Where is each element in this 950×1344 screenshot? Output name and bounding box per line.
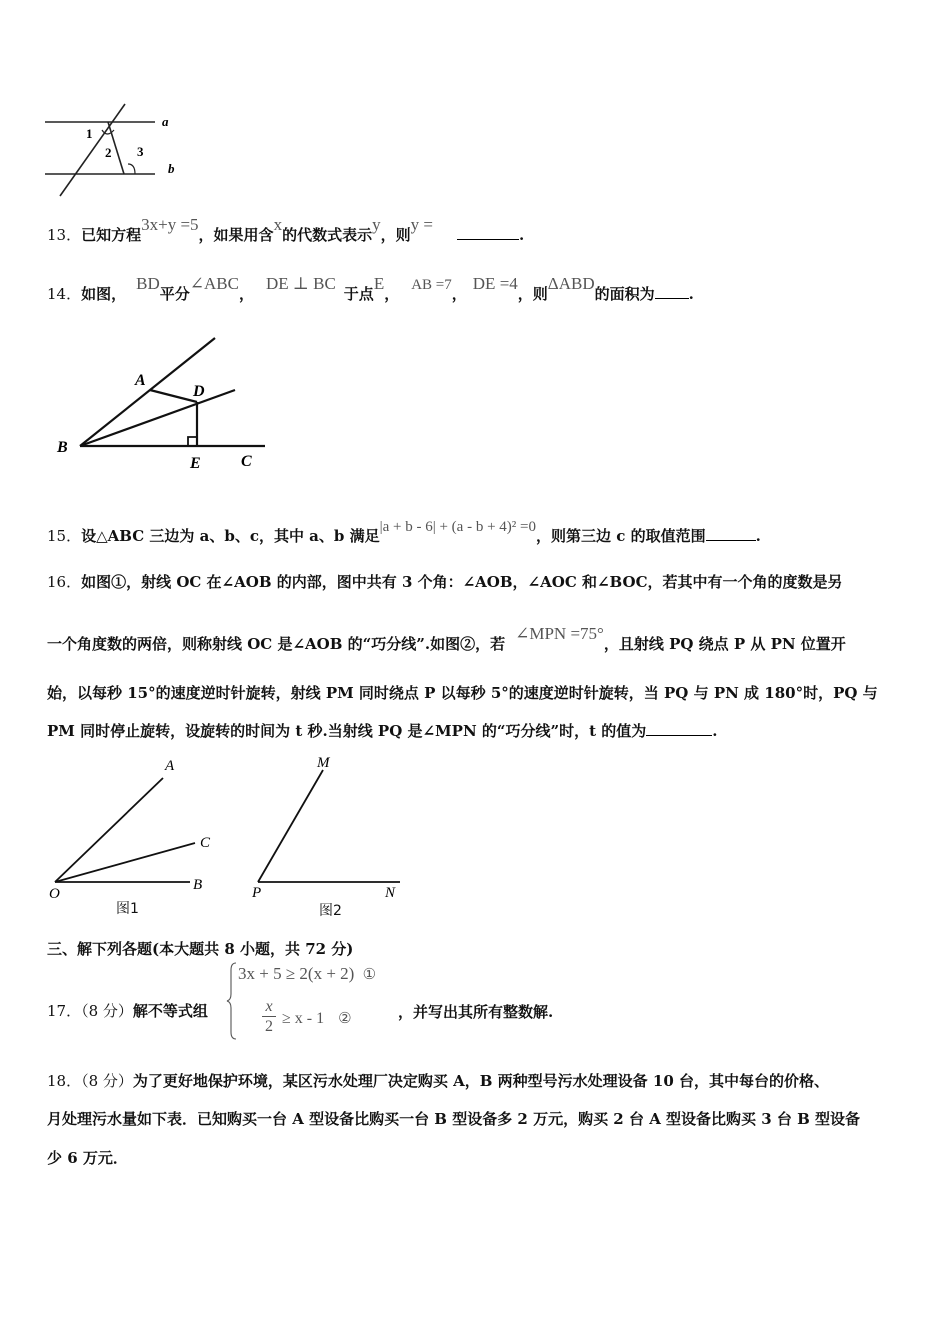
q14-text: 的面积为 [594, 285, 655, 303]
figure-2-caption: 图2 [319, 903, 342, 919]
circled-2: ② [338, 1011, 352, 1027]
q17-tail: ，并写出其所有整数解. [398, 1003, 554, 1021]
q14-math-perp: DE ⊥ BC [265, 274, 336, 293]
q16-text: 如图①，射线 OC 在∠AOB 的内部，图中共有 3 个角：∠AOB，∠AOC 和∠BOC，若其中有一个角的度数是另 [81, 573, 843, 591]
label-p: P [252, 885, 262, 901]
q13-math-y: y [372, 215, 381, 234]
label-1: 1 [86, 126, 93, 141]
label-n: N [385, 885, 396, 901]
q17-number: 17． [47, 1002, 82, 1020]
q16-text: PM 同时停止旋转，设旋转的时间为 t 秒.当射线 PQ 是∠MPN 的“巧分线”时，t 的值为 [47, 722, 647, 740]
ray-figures [45, 752, 415, 927]
q16-number: 16． [47, 573, 82, 591]
q15-end: . [755, 527, 761, 545]
label-c: C [200, 835, 211, 851]
label-b: b [168, 161, 175, 176]
q14-math-de: DE =4 [472, 274, 518, 293]
question-17 [47, 1001, 208, 1021]
label-a: a [162, 114, 169, 129]
q14-text: ，则 [517, 285, 548, 303]
q14-math-bd: BD [136, 274, 160, 293]
q13-math-y-eq: y = [410, 215, 433, 234]
q15-text: ，则第三边 c 的取值范围 [536, 527, 706, 545]
q18-score: （8 分） [81, 1072, 133, 1090]
inequality-system [226, 960, 401, 1042]
q18-text: 为了更好地保护环境，某区污水处理厂决定购买 A，B 两种型号污水处理设备 10 台，其中每台的价格、 [132, 1072, 829, 1090]
label-m: M [317, 755, 330, 771]
label-3: 3 [137, 144, 144, 159]
q16-end: . [712, 722, 718, 740]
fraction-x-over-2 [262, 998, 276, 1037]
q17-score: （8 分） [81, 1002, 133, 1020]
q13-text: ，如果用含 [198, 226, 274, 244]
question-18-line-3 [47, 1148, 128, 1168]
question-15 [47, 519, 761, 547]
q18-number: 18． [47, 1072, 82, 1090]
label-2: 2 [105, 145, 112, 160]
q14-math-triangle: ΔABD [547, 274, 595, 293]
label-b: B [57, 439, 68, 456]
q14-text: ， [238, 285, 254, 303]
q14-text: ， [451, 285, 467, 303]
q13-number: 13． [47, 226, 82, 244]
transversal-1 [60, 104, 125, 196]
q16-text: ，且射线 PQ 绕点 P 从 PN 位置开 [603, 635, 846, 653]
q14-math-e: E [373, 274, 385, 293]
angle-bisector-figure [45, 330, 275, 475]
label-a: A [135, 372, 146, 389]
answer-blank[interactable] [457, 225, 519, 240]
segment-ad [150, 390, 197, 402]
parallel-lines-figure [40, 100, 190, 200]
q13-end: . [518, 226, 525, 244]
q15-number: 15． [47, 527, 82, 545]
q18-text: 少 6 万元． [47, 1149, 128, 1167]
left-brace [226, 960, 238, 1042]
circled-1: ① [362, 967, 377, 983]
q15-equation: |a + b - 6| + (a - b + 4)² =0 [379, 519, 536, 535]
figure-1-caption: 图1 [116, 901, 139, 917]
q14-end: . [688, 285, 694, 303]
q16-text: 始，以每秒 15°的速度逆时针旋转，射线 PM 同时绕点 P 以每秒 5°的速度逆时针旋转，当 PQ 与 PN 成 180°时，PQ 与 [47, 684, 878, 702]
q14-text: ， [384, 285, 400, 303]
label-d: D [193, 383, 205, 400]
q17-text: 解不等式组 [132, 1002, 208, 1020]
question-16-line-2 [47, 624, 846, 654]
inequality-2-text: ≥ x - 1 [282, 1010, 325, 1027]
question-13 [47, 215, 525, 245]
q13-text: ，则 [380, 226, 411, 244]
q14-math-ab: AB =7 [411, 277, 452, 293]
q13-math-x: x [273, 215, 283, 234]
q15-text: 设△ABC 三边为 a、b、c，其中 a、b 满足 [81, 527, 380, 545]
answer-blank[interactable] [646, 721, 712, 736]
q14-number: 14． [47, 285, 82, 303]
question-18-line-2 [47, 1109, 860, 1129]
fraction-denominator: 2 [265, 1018, 273, 1035]
question-14 [47, 274, 694, 305]
q16-text: 一个角度数的两倍，则称射线 OC 是∠AOB 的“巧分线”.如图②，若 [47, 635, 506, 653]
fraction-numerator: x [265, 998, 273, 1015]
ray-pm [258, 770, 323, 882]
q14-text: 于点 [343, 285, 374, 303]
q14-text: 平分 [159, 285, 190, 303]
q13-equation: 3x+y =5 [141, 215, 199, 234]
angle-3-arc [128, 164, 135, 174]
inequality-1 [238, 964, 376, 984]
q16-math-angle: ∠MPN =75° [515, 624, 604, 643]
answer-blank[interactable] [655, 284, 689, 299]
q13-text: 的代数式表示 [282, 226, 373, 244]
q14-text: 如图， [81, 285, 127, 303]
section-3-title: 三、解下列各题(本大题共 8 小题，共 72 分) [47, 940, 354, 958]
inequality-2 [282, 1009, 352, 1028]
label-a: A [165, 758, 175, 774]
q14-math-angle: ∠ABC [189, 274, 239, 293]
label-e: E [190, 455, 201, 472]
question-16-line-4 [47, 721, 718, 741]
label-b: B [193, 877, 203, 893]
label-o: O [49, 886, 60, 902]
ray-bd [80, 390, 235, 446]
question-16-line-1 [47, 572, 843, 592]
q18-text: 月处理污水量如下表．已知购买一台 A 型设备比购买一台 B 型设备多 2 万元，购买 2 台 A 型设备比购买 3 台 B 型设备 [47, 1110, 861, 1128]
inequality-1-text: 3x + 5 ≥ 2(x + 2) [238, 964, 355, 983]
right-angle-mark [188, 437, 197, 446]
question-16-line-3 [47, 683, 878, 703]
q13-text: 已知方程 [81, 226, 142, 244]
label-c: C [241, 453, 252, 470]
question-18-line-1 [47, 1071, 829, 1091]
answer-blank[interactable] [706, 526, 756, 541]
